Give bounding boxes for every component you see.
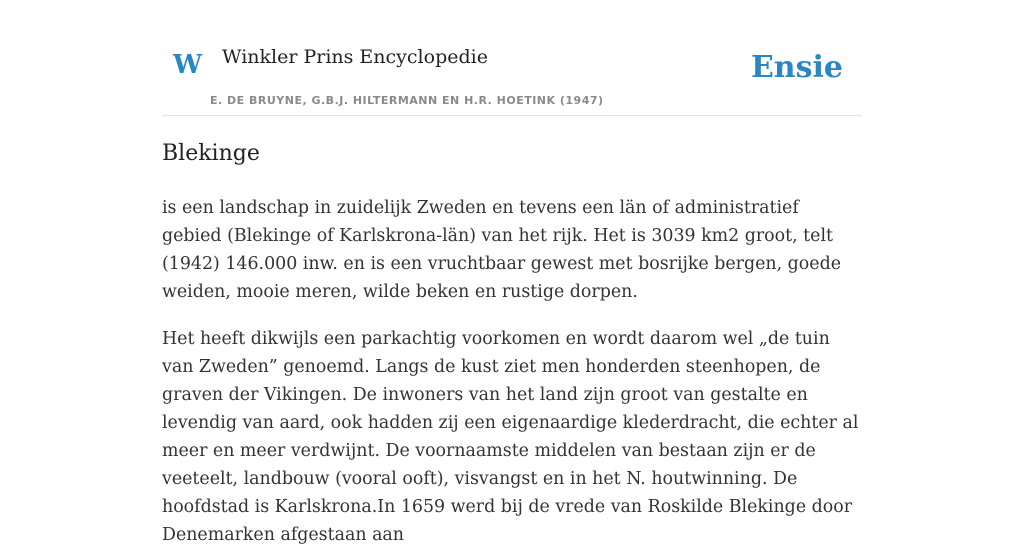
ensie-brand-logo[interactable]: Ensie — [750, 50, 843, 85]
winkler-prins-logo-icon[interactable]: W — [173, 50, 203, 80]
article-paragraph-1: is een landschap in zuidelijk Zweden en tevens een län of administratief gebied (Blekinge of Karlskrona-län) van het rijk. Het is 3039 km2 groot, telt (1942) 146.000 inw. en is een vruchtbaar gewest met bosrijke bergen, goede weiden, mooie meren, wilde beken en rustige dorpen. — [162, 197, 841, 302]
article-paragraph-2: Het heeft dikwijls een parkachtig voorkomen en wordt daarom wel „de tuin van Zweden” genoemd. Langs de kust ziet men honderden steenhopen, de graven der Vikingen. De inwoners van het land zijn groot van gestalte en levendig van aard, ook hadden zij een eigenaardige klederdracht, die echter al meer en meer verdwijnt. De voornaamste middelen van bestaan zijn er de veeteelt, landbouw (vooral ooft), visvangst en in het N. houtwinning. De hoofdstad is Karlskrona.In 1659 werd bij de vrede van Roskilde Blekinge door Denemarken afgestaan aan — [162, 328, 859, 545]
publication-title[interactable]: Winkler Prins Encyclopedie — [222, 46, 488, 68]
publication-authors: E. DE BRUYNE, G.B.J. HILTERMANN EN H.R. HOETINK (1947) — [210, 94, 604, 107]
site-header — [162, 0, 862, 116]
page-container — [162, 0, 862, 549]
article-title: Blekinge — [162, 141, 260, 166]
